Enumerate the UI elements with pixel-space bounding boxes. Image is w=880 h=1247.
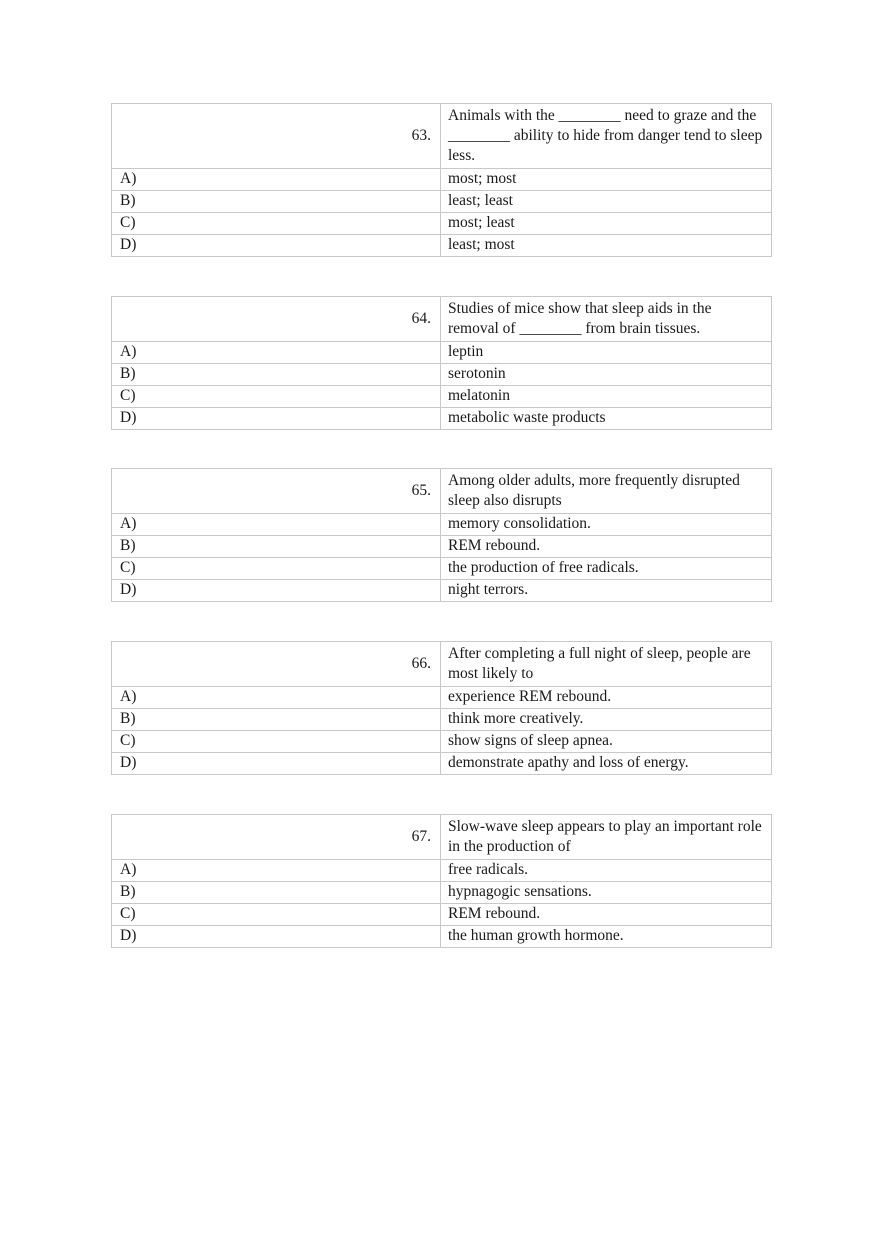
option-text: least; most bbox=[441, 235, 772, 257]
option-row bbox=[112, 364, 772, 386]
option-text: most; most bbox=[441, 169, 772, 191]
question-stem-row bbox=[112, 469, 772, 514]
option-row bbox=[112, 386, 772, 408]
option-text: REM rebound. bbox=[441, 536, 772, 558]
option-row bbox=[112, 580, 772, 602]
option-text: serotonin bbox=[441, 364, 772, 386]
option-row bbox=[112, 191, 772, 213]
option-letter: B) bbox=[112, 709, 441, 731]
option-text: least; least bbox=[441, 191, 772, 213]
question-stem-row bbox=[112, 642, 772, 687]
option-text: hypnagogic sensations. bbox=[441, 882, 772, 904]
question-number: 63. bbox=[112, 104, 441, 169]
question-stem: Among older adults, more frequently disrupted sleep also disrupts bbox=[441, 469, 772, 514]
question-66 bbox=[111, 641, 772, 775]
option-letter: C) bbox=[112, 213, 441, 235]
option-letter: B) bbox=[112, 364, 441, 386]
option-row bbox=[112, 536, 772, 558]
option-row bbox=[112, 342, 772, 364]
option-letter: B) bbox=[112, 536, 441, 558]
option-text: free radicals. bbox=[441, 860, 772, 882]
option-text: most; least bbox=[441, 213, 772, 235]
option-letter: A) bbox=[112, 342, 441, 364]
option-letter: D) bbox=[112, 580, 441, 602]
option-row bbox=[112, 926, 772, 948]
option-text: leptin bbox=[441, 342, 772, 364]
option-text: the production of free radicals. bbox=[441, 558, 772, 580]
question-stem: After completing a full night of sleep, people are most likely to bbox=[441, 642, 772, 687]
option-row bbox=[112, 882, 772, 904]
option-text: think more creatively. bbox=[441, 709, 772, 731]
option-letter: C) bbox=[112, 558, 441, 580]
option-text: metabolic waste products bbox=[441, 408, 772, 430]
question-number: 66. bbox=[112, 642, 441, 687]
option-text: the human growth hormone. bbox=[441, 926, 772, 948]
option-row bbox=[112, 169, 772, 191]
option-letter: D) bbox=[112, 926, 441, 948]
option-row bbox=[112, 904, 772, 926]
option-letter: A) bbox=[112, 687, 441, 709]
question-63 bbox=[111, 103, 772, 257]
option-row bbox=[112, 731, 772, 753]
option-row bbox=[112, 709, 772, 731]
option-letter: B) bbox=[112, 191, 441, 213]
option-letter: C) bbox=[112, 904, 441, 926]
question-stem-row bbox=[112, 104, 772, 169]
option-letter: D) bbox=[112, 408, 441, 430]
question-stem: Animals with the ________ need to graze and the ________ ability to hide from danger tend to sleep less. bbox=[441, 104, 772, 169]
question-number: 65. bbox=[112, 469, 441, 514]
question-67 bbox=[111, 814, 772, 948]
option-text: night terrors. bbox=[441, 580, 772, 602]
option-row bbox=[112, 213, 772, 235]
question-stem-row bbox=[112, 815, 772, 860]
question-number: 64. bbox=[112, 297, 441, 342]
option-row bbox=[112, 235, 772, 257]
option-row bbox=[112, 860, 772, 882]
option-text: demonstrate apathy and loss of energy. bbox=[441, 753, 772, 775]
option-row bbox=[112, 558, 772, 580]
option-letter: C) bbox=[112, 386, 441, 408]
option-row bbox=[112, 408, 772, 430]
question-stem: Slow-wave sleep appears to play an important role in the production of bbox=[441, 815, 772, 860]
option-letter: A) bbox=[112, 514, 441, 536]
option-letter: A) bbox=[112, 860, 441, 882]
option-letter: C) bbox=[112, 731, 441, 753]
option-text: REM rebound. bbox=[441, 904, 772, 926]
option-text: memory consolidation. bbox=[441, 514, 772, 536]
option-row bbox=[112, 514, 772, 536]
question-65 bbox=[111, 468, 772, 602]
option-text: experience REM rebound. bbox=[441, 687, 772, 709]
option-letter: D) bbox=[112, 753, 441, 775]
option-letter: D) bbox=[112, 235, 441, 257]
option-text: melatonin bbox=[441, 386, 772, 408]
question-64 bbox=[111, 296, 772, 430]
question-stem: Studies of mice show that sleep aids in the removal of ________ from brain tissues. bbox=[441, 297, 772, 342]
option-row bbox=[112, 753, 772, 775]
option-letter: B) bbox=[112, 882, 441, 904]
option-text: show signs of sleep apnea. bbox=[441, 731, 772, 753]
question-number: 67. bbox=[112, 815, 441, 860]
option-letter: A) bbox=[112, 169, 441, 191]
option-row bbox=[112, 687, 772, 709]
question-stem-row bbox=[112, 297, 772, 342]
